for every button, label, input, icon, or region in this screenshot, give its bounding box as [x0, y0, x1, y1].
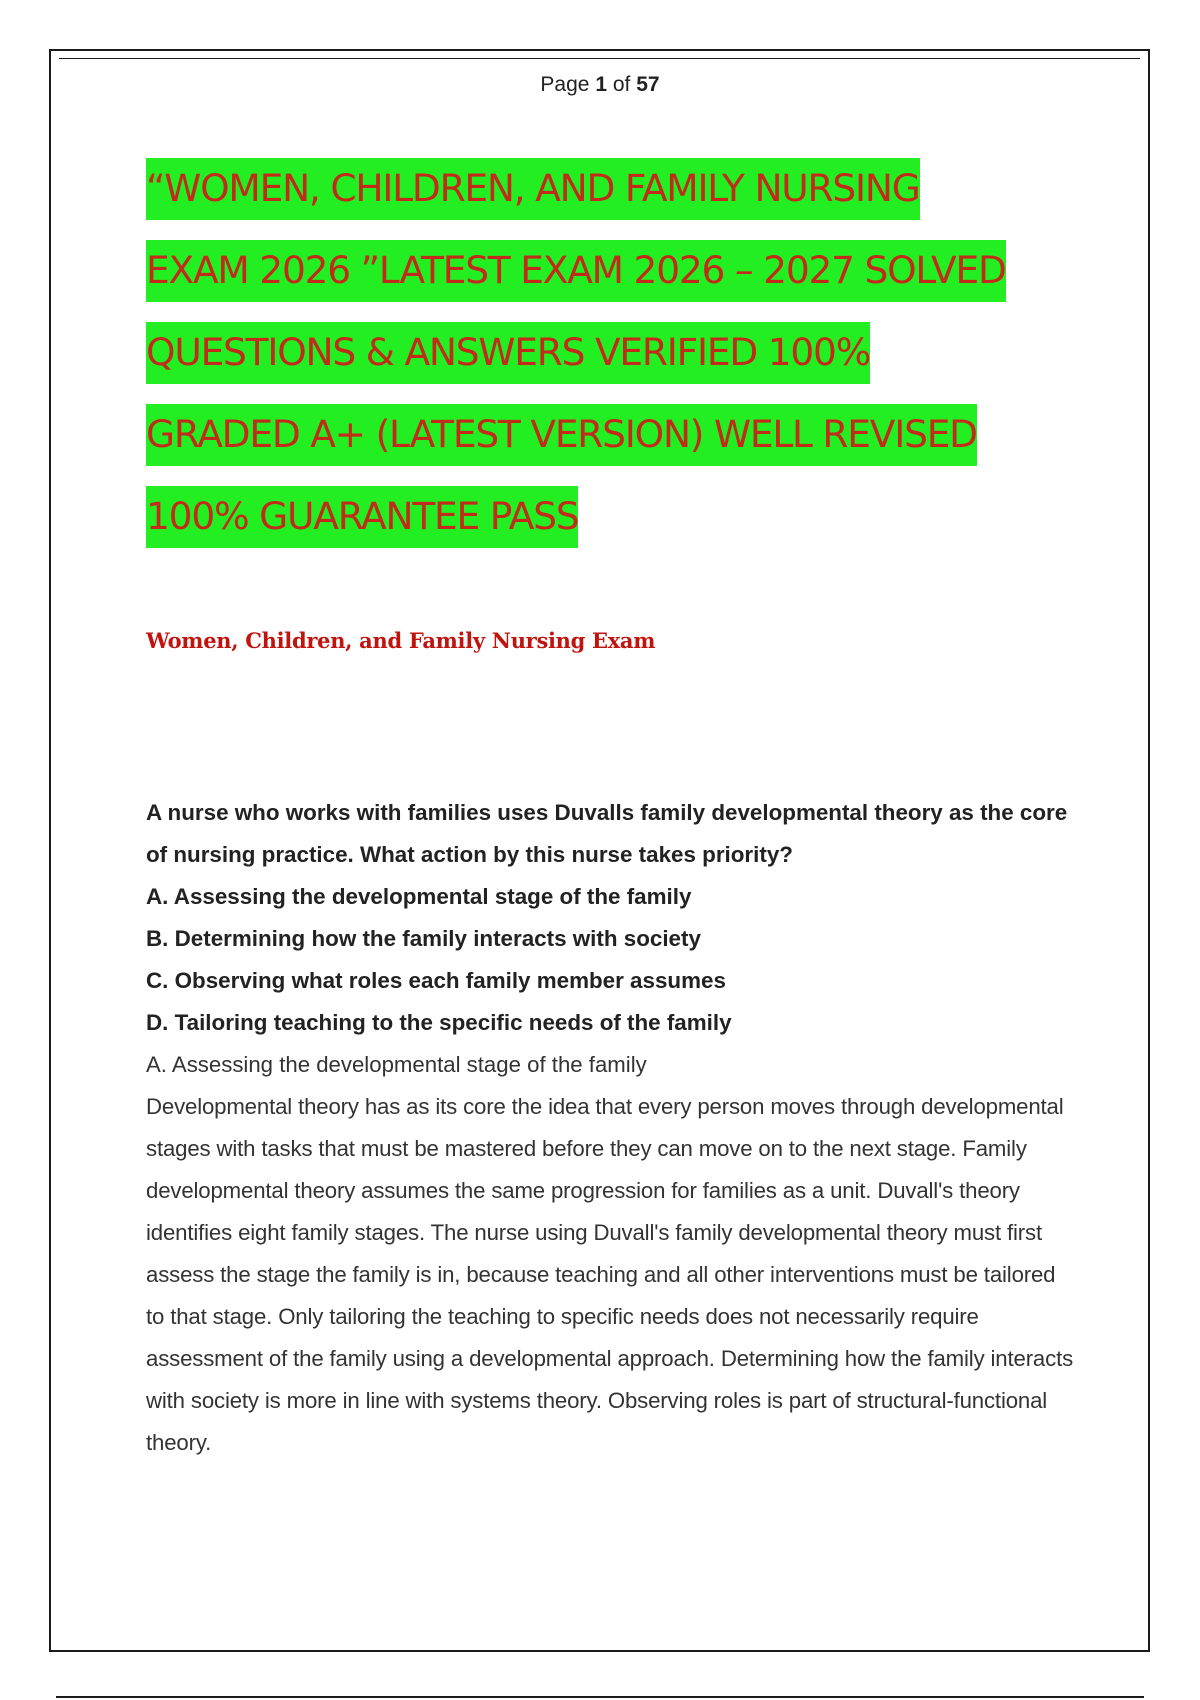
title-line-text: GRADED A+ (LATEST VERSION) WELL REVISED — [146, 404, 977, 466]
question-stem: A nurse who works with families uses Duvalls family developmental theory as the core of nursing practice. What action by this nurse takes priority? — [146, 800, 1068, 867]
title-line-text: 100% GUARANTEE PASS — [146, 486, 578, 548]
title-line-text: “WOMEN, CHILDREN, AND FAMILY NURSING — [146, 158, 920, 220]
page-of: of — [612, 73, 631, 96]
title-line-text: EXAM 2026 ”LATEST EXAM 2026 – 2027 SOLVED — [146, 240, 1006, 302]
title-line-text: QUESTIONS & ANSWERS VERIFIED 100% — [146, 322, 870, 384]
exam-subtitle: Women, Children, and Family Nursing Exam — [146, 628, 656, 653]
title-line — [146, 311, 1096, 393]
answer-option-d: D. Tailoring teaching to the specific needs of the family — [146, 1010, 732, 1035]
answer-option-c: C. Observing what roles each family member assumes — [146, 968, 726, 993]
page-counter — [0, 73, 1200, 97]
answer-option-b: B. Determining how the family interacts with society — [146, 926, 701, 951]
page-current: 1 — [595, 73, 607, 96]
title-line — [146, 229, 1096, 311]
answer-option-a: A. Assessing the developmental stage of the family — [146, 884, 692, 909]
question-block — [146, 792, 1076, 1464]
page-prefix: Page — [540, 73, 590, 96]
correct-answer: A. Assessing the developmental stage of the family — [146, 1052, 647, 1077]
title-line — [146, 393, 1096, 475]
page-total: 57 — [636, 73, 660, 96]
title-line — [146, 475, 1096, 557]
answer-rationale: Developmental theory has as its core the idea that every person moves through developmental stages with tasks that must be mastered before they can move on to the next stage. Family developmental theory assumes the same progression for families as a unit. Duvall's theory identifies eight family stages. The nurse using Duvall's family developmental theory must first assess the stage the family is in, because teaching and all other interventions must be tailored to that stage. Only tailoring the teaching to specific needs does not necessarily require assessment of the family using a developmental approach. Determining how the family interacts with society is more in line with systems theory. Observing roles is part of structural-functional theory. — [146, 1094, 1074, 1455]
bottom-rule — [56, 1696, 1144, 1698]
title-line — [146, 147, 1096, 229]
header-rule — [59, 58, 1140, 59]
document-title — [146, 147, 1096, 557]
